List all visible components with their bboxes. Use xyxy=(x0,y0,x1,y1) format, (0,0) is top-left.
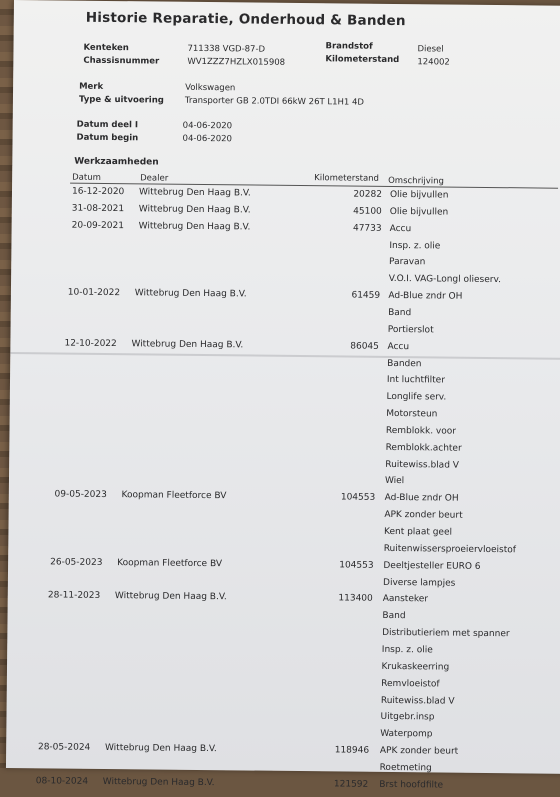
brandstof-value: Diesel xyxy=(417,44,444,55)
row-omschrijving: Ruitewiss.blad V xyxy=(380,695,455,707)
column-header-omschrijving: Omschrijving xyxy=(388,175,445,187)
row-date: 20-09-2021 xyxy=(71,220,125,231)
row-omschrijving: Olie bijvullen xyxy=(389,206,449,218)
kilometerstand-value: 124002 xyxy=(417,57,450,68)
row-date: 28-11-2023 xyxy=(47,590,101,602)
row-omschrijving: APK zonder beurt xyxy=(379,745,459,757)
chassis-value: WV1ZZZ7HZLX015908 xyxy=(187,56,286,68)
chassis-label: Chassisnummer xyxy=(83,55,160,67)
row-kilometerstand xyxy=(310,728,370,729)
row-omschrijving: Waterpomp xyxy=(380,729,433,740)
row-kilometerstand xyxy=(316,476,376,477)
row-kilometerstand: 104553 xyxy=(339,560,374,571)
row-kilometerstand: 121592 xyxy=(333,779,369,790)
column-header-kilometerstand: Kilometerstand xyxy=(314,173,380,184)
row-kilometerstand xyxy=(321,273,381,274)
row-dealer: Wittebrug Den Haag B.V. xyxy=(134,288,247,300)
datum-begin-value: 04-06-2020 xyxy=(182,133,233,145)
row-date: 09-05-2023 xyxy=(54,489,107,501)
type-value: Transporter GB 2.0TDI 66kW 26T L1H1 4D xyxy=(184,95,365,108)
row-kilometerstand xyxy=(316,459,376,460)
row-kilometerstand xyxy=(319,324,379,325)
row-date: 12-10-2022 xyxy=(64,338,117,349)
row-omschrijving: Remblokk.achter xyxy=(385,442,462,454)
row-kilometerstand: 47733 xyxy=(352,223,382,234)
row-date: 16-12-2020 xyxy=(71,186,125,198)
row-omschrijving: V.O.I. VAG-Longl olieserv. xyxy=(388,274,502,286)
row-omschrijving: APK zonder beurt xyxy=(384,510,463,521)
merk-value: Volkswagen xyxy=(185,82,236,94)
row-omschrijving: Diverse lampjes xyxy=(383,577,456,589)
row-omschrijving: Roetmeting xyxy=(379,762,432,774)
row-dealer: Wittebrug Den Haag B.V. xyxy=(102,776,215,788)
row-kilometerstand xyxy=(317,408,377,409)
row-kilometerstand xyxy=(315,509,375,510)
section-title: Werkzaamheden xyxy=(74,156,159,168)
row-omschrijving: Banden xyxy=(387,358,422,369)
row-date: 28-05-2024 xyxy=(37,742,91,753)
row-kilometerstand xyxy=(311,678,371,679)
row-omschrijving: Ruitenwissersproeiervloeistof xyxy=(383,543,517,556)
row-kilometerstand: 113400 xyxy=(338,593,373,605)
row-omschrijving: Krukaskeerring xyxy=(381,661,450,673)
row-kilometerstand xyxy=(318,391,378,392)
row-date: 08-10-2024 xyxy=(35,776,89,787)
merk-label: Merk xyxy=(79,81,104,92)
row-kilometerstand: 86045 xyxy=(350,341,379,352)
row-kilometerstand xyxy=(313,577,373,578)
row-omschrijving: Brst hoofdfilte xyxy=(379,779,444,791)
row-omschrijving: Accu xyxy=(389,223,412,234)
kenteken-value: 711338 VGD-87-D xyxy=(187,43,266,55)
row-omschrijving: Insp. z. olie xyxy=(389,240,441,252)
row-omschrijving: Ruitewiss.blad V xyxy=(385,459,460,471)
row-omschrijving: Wiel xyxy=(384,476,405,487)
row-kilometerstand: 45100 xyxy=(353,206,382,217)
row-kilometerstand xyxy=(320,307,380,308)
row-kilometerstand xyxy=(310,711,370,712)
row-omschrijving: Olie bijvullen xyxy=(389,189,449,201)
row-omschrijving: Uitgebr.insp xyxy=(380,712,435,723)
type-label: Type & uitvoering xyxy=(78,94,164,106)
row-dealer: Koopman Fleetforce BV xyxy=(117,557,223,569)
row-kilometerstand xyxy=(314,543,374,544)
row-kilometerstand: 61459 xyxy=(351,290,381,301)
datum-deel-label: Datum deel I xyxy=(76,119,139,131)
row-omschrijving: Int luchtfilter xyxy=(386,375,445,386)
row-dealer: Wittebrug Den Haag B.V. xyxy=(138,204,251,216)
kenteken-label: Kenteken xyxy=(83,42,129,54)
datum-begin-label: Datum begin xyxy=(76,132,139,144)
column-header-dealer: Dealer xyxy=(140,173,169,184)
row-kilometerstand xyxy=(321,240,381,241)
row-kilometerstand: 20282 xyxy=(353,189,383,200)
row-omschrijving: Ad-Blue zndr OH xyxy=(388,291,463,302)
row-omschrijving: Band xyxy=(382,611,406,622)
row-omschrijving: Accu xyxy=(387,341,410,352)
row-omschrijving: Motorsteun xyxy=(386,408,438,420)
row-kilometerstand xyxy=(319,358,379,359)
row-omschrijving: Portierslot xyxy=(387,324,434,336)
row-kilometerstand xyxy=(317,425,377,426)
row-dealer: Wittebrug Den Haag B.V. xyxy=(131,338,244,351)
column-header-datum: Datum xyxy=(72,172,101,183)
row-kilometerstand xyxy=(312,644,372,645)
row-date: 10-01-2022 xyxy=(67,287,121,299)
table-row xyxy=(6,776,560,797)
row-kilometerstand xyxy=(312,627,372,628)
row-omschrijving: Remblokk. voor xyxy=(385,425,457,437)
row-kilometerstand: 118946 xyxy=(334,745,370,756)
row-omschrijving: Deeltjesteller EURO 6 xyxy=(383,560,481,572)
row-omschrijving: Kent plaat geel xyxy=(383,526,453,538)
brandstof-label: Brandstof xyxy=(325,41,373,52)
row-kilometerstand xyxy=(318,375,378,376)
row-dealer: Wittebrug Den Haag B.V. xyxy=(114,591,227,603)
row-omschrijving: Insp. z. olie xyxy=(381,644,433,656)
row-dealer: Wittebrug Den Haag B.V. xyxy=(138,187,251,199)
row-dealer: Wittebrug Den Haag B.V. xyxy=(138,221,251,233)
document-title: Historie Reparatie, Onderhoud & Banden xyxy=(85,9,406,30)
row-kilometerstand xyxy=(311,661,371,662)
kilometerstand-label: Kilometerstand xyxy=(325,54,400,66)
row-kilometerstand xyxy=(310,695,370,696)
row-kilometerstand xyxy=(314,526,374,527)
row-omschrijving: Longlife serv. xyxy=(386,392,447,403)
row-omschrijving: Aansteker xyxy=(382,594,429,605)
row-date: 26-05-2023 xyxy=(50,557,103,568)
row-dealer: Wittebrug Den Haag B.V. xyxy=(104,743,217,755)
row-dealer: Koopman Fleetforce BV xyxy=(121,490,227,502)
row-omschrijving: Ad-Blue zndr OH xyxy=(384,493,459,504)
row-kilometerstand xyxy=(312,610,372,611)
row-omschrijving: Paravan xyxy=(389,257,426,268)
row-kilometerstand: 104553 xyxy=(340,492,376,504)
row-kilometerstand xyxy=(309,762,369,763)
row-date: 31-08-2021 xyxy=(71,203,125,215)
row-omschrijving: Band xyxy=(388,307,412,319)
document-sheet xyxy=(6,0,560,791)
row-omschrijving: Remvloeistof xyxy=(381,678,440,690)
datum-deel-value: 04-06-2020 xyxy=(182,120,233,132)
row-omschrijving: Distributieriem met spanner xyxy=(382,627,510,640)
row-kilometerstand xyxy=(317,442,377,443)
row-kilometerstand xyxy=(321,257,381,258)
